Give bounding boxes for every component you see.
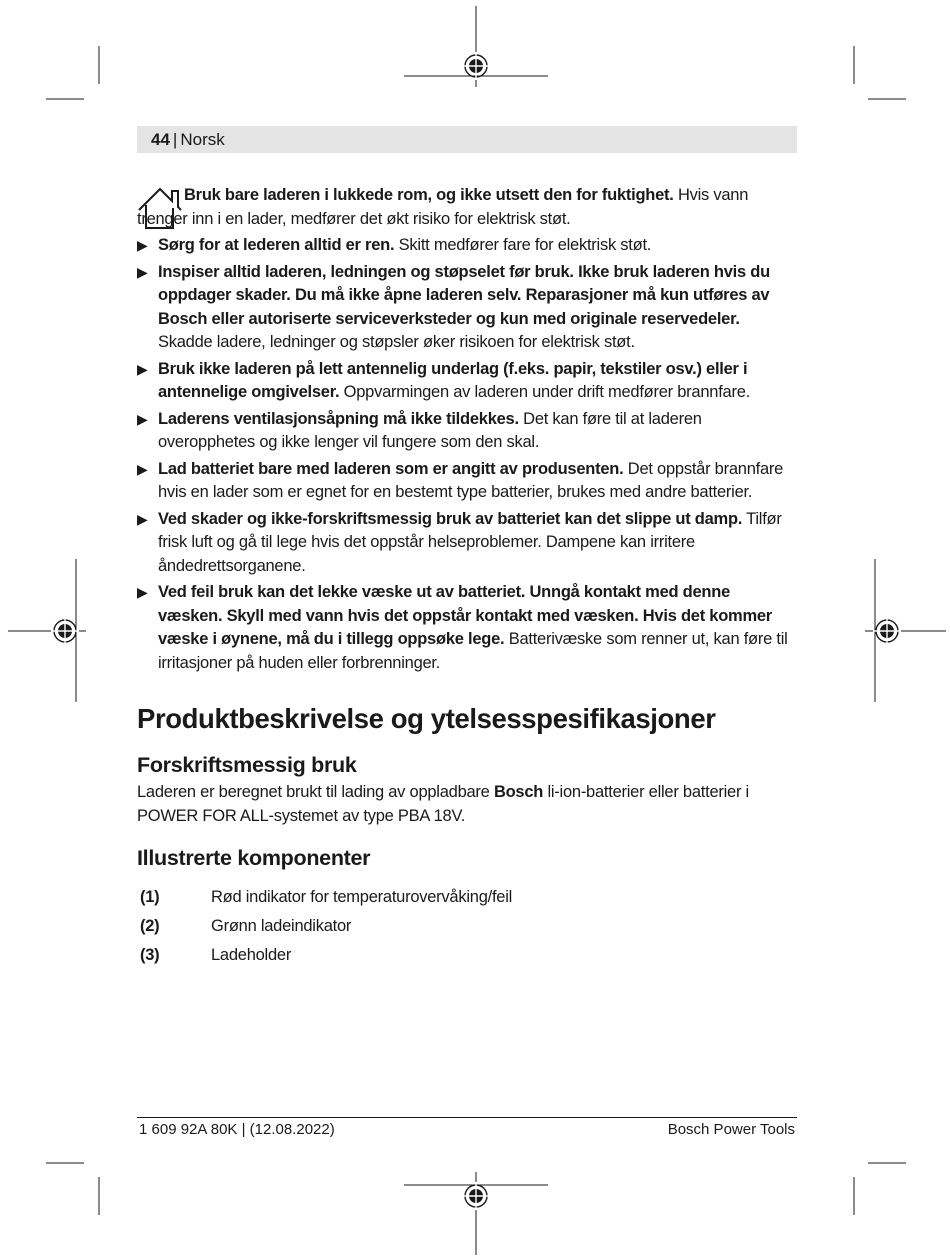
component-label: Grønn ladeindikator [211,917,352,935]
safety-bullet [137,581,797,675]
component-item [137,886,797,915]
registration-target-icon [51,617,79,645]
warning-bold: Ved feil bruk kan det lekke væske ut av batteriet. Unngå kontakt med denne væsken. Skyll med vann hvis det oppstår kontakt med væsken. Hvis det kommer væske i øynene, må du i tillegg oppsøke lege. [158,583,772,648]
warning-text: Oppvarmingen av laderen under drift medfører brannfare. [343,383,750,401]
running-header [137,126,797,153]
header-language: Norsk [180,130,225,149]
bullet-arrow-icon: ▶ [137,584,148,600]
component-item [137,915,797,944]
warning-text: Tilfør frisk luft og gå til lege hvis det oppstår helseproblemer. Dampene kan irritere åndedrettsorganene. [158,509,782,575]
bullet-arrow-icon: ▶ [137,237,148,253]
warning-text: Skitt medfører fare for elektrisk støt. [398,236,652,254]
safety-bullet [137,508,797,579]
header-text [151,129,225,150]
warning-text: Hvis vann trenger inn i en lader, medfører det økt risiko for elektrisk støt. [137,186,749,228]
warning-text: Det oppstår brannfare hvis en lader som er egnet for en bestemt type batterier, brukes med andre batterier. [158,459,784,501]
warning-bold: Bruk ikke laderen på lett antennelig underlag (f.eks. papir, tekstiler osv.) eller i antennelige omgivelser. [158,359,748,401]
warning-bold: Bruk bare laderen i lukkede rom, og ikke utsett den for fuktighet. [184,186,674,204]
bullet-arrow-icon: ▶ [137,410,148,427]
document-number: 1 609 92A 80K | (12.08.2022) [139,1121,335,1138]
bullet-arrow-icon: ▶ [137,360,148,377]
registration-target-icon [873,617,901,645]
warning-bold: Ved skader og ikke-forskriftsmessig bruk av batteriet kan det slippe ut damp. [158,509,743,528]
bullet-arrow-icon: ▶ [137,510,148,527]
safety-bullet [137,261,797,355]
warning-text: Skadde ladere, ledninger og støpsler øker risikoen for elektrisk støt. [158,333,635,351]
component-number: (3) [140,946,160,964]
safety-bullet [137,408,797,455]
intended-use-heading: Forskriftsmessig bruk [137,753,357,777]
indoor-house-icon [137,186,183,230]
warning-bold: Lad batteriet bare med laderen som er angitt av produsenten. [158,459,624,478]
footer-brand: Bosch Power Tools [667,1121,795,1138]
bullet-arrow-icon: ▶ [137,460,148,477]
warning-bold: Sørg for at lederen alltid er ren. [158,236,395,254]
indoor-use-warning [137,184,797,231]
component-label: Rød indikator for temperaturovervåking/feil [211,888,513,906]
intended-use-text-after: li-ion-batterier eller batterier i POWER FOR ALL-systemet av type PBA 18V. [137,783,749,825]
component-number: (1) [140,888,160,906]
safety-bullet [137,458,797,505]
bullet-arrow-icon: ▶ [137,263,148,280]
components-heading: Illustrerte komponenter [137,846,371,870]
registration-target-icon [462,1182,490,1210]
warning-text: Det kan føre til at laderen overopphetes og ikke lenger vil fungere som den skal. [158,409,702,451]
warning-bold: Inspiser alltid laderen, ledningen og støpselet før bruk. Ikke bruk laderen hvis du oppdager skader. Du må ikke åpne laderen selv. Reparasjoner må kun utføres av Bosch eller autoriserte serviceverksteder og kun med originale reservedeler. [158,262,770,328]
page-number: 44 [151,130,170,149]
page-content [137,184,797,973]
section-title: Produktbeskrivelse og ytelsesspesifikasjoner [137,703,716,734]
safety-bullet [137,358,797,405]
safety-bullet [137,234,797,258]
intended-use-text-before: Laderen er beregnet brukt til lading av oppladbare [137,783,490,801]
component-list [137,886,797,973]
warning-text: Batterivæske som renner ut, kan føre til irritasjoner på huden eller forbrenninger. [158,630,788,672]
component-number: (2) [140,917,160,935]
intended-use-text [137,781,797,828]
brand-name: Bosch [493,783,544,801]
component-label: Ladeholder [211,946,292,964]
header-separator: | [172,130,178,149]
warning-bold: Laderens ventilasjonsåpning må ikke tildekkes. [158,409,519,428]
page-footer [137,1117,797,1138]
component-item [137,944,797,973]
